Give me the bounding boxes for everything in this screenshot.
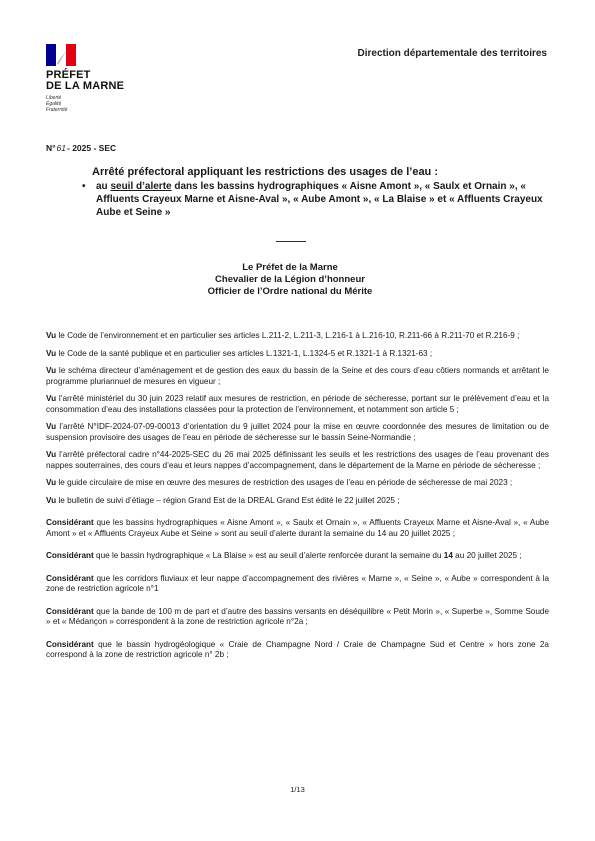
bullet-underlined: seuil d’alerte: [110, 181, 172, 192]
motto-liberte: Liberté: [46, 95, 62, 101]
logo-title: [46, 70, 146, 92]
reference-suffix: - 2025 - SEC: [67, 143, 117, 153]
vu-keyword: Vu: [46, 366, 57, 375]
considerant-text: que la bande de 100 m de part et d’autre des bassins versants en déséquilibre « Petit Morin », « Superbe », Somme Soude » et « Médançon » correspondent à la zone de restriction agricole n°2a ;: [46, 606, 549, 626]
vu-keyword: Vu: [46, 394, 57, 403]
considerant-text: que le bassin hydrogéologique « Craie de Champagne Nord / Craie de Champagne Sud et Centre » hors zone 2a correspond à la zone de restriction agricole n° 2b ;: [46, 639, 549, 659]
vu-text: le guide circulaire de mise en œuvre des mesures de restriction des usages de l’eau en période de sécheresse de mai 2023 ;: [56, 478, 513, 487]
bullet-icon: •: [82, 181, 86, 192]
considerant-keyword: Considérant: [46, 639, 94, 649]
vu-text: l’arrêté N°IDF-2024-07-09-00013 d’orientation du 9 juillet 2024 pour la mise en œuvre coordonnée des mesures de limitation ou de suspension provisoire des usages de l’eau en période de sécheresse sur le bassin Seine-Normandie ;: [46, 422, 549, 442]
considerant-text: que le bassin hydrographique « La Blaise » est au seuil d’alerte renforcée durant la semaine du: [93, 551, 444, 560]
considerant-list: [46, 518, 549, 661]
authority-block: [160, 262, 420, 298]
authority-line3: Officier de l’Ordre national du Mérite: [207, 286, 373, 297]
decree-reference: [46, 143, 116, 153]
considerant-bold-fragment: 14: [443, 551, 453, 560]
reference-number: 61: [56, 143, 67, 153]
considerant-keyword: Considérant: [46, 551, 94, 560]
vu-paragraph: [46, 496, 549, 507]
vu-paragraph: [46, 394, 549, 415]
page-number: 1/13: [290, 785, 305, 794]
considerant-text-tail: au 20 juillet 2025 ;: [452, 551, 522, 560]
motto-fraternite: Fraternité: [46, 107, 68, 113]
vu-paragraph: [46, 422, 549, 443]
title-separator: [276, 241, 306, 242]
vu-keyword: Vu: [46, 450, 57, 459]
issuing-directorate: Direction départementale des territoires: [357, 48, 547, 59]
marianne-flag-icon: [46, 44, 76, 66]
logo-title-line1: PRÉFET: [46, 69, 91, 81]
considerant-paragraph: [46, 518, 549, 539]
bullet-text: [82, 180, 552, 219]
considerant-text: que les bassins hydrographiques « Aisne Amont », « Saulx et Ornain », « Affluents Crayeux Marne et Aisne-Aval », « Aube Amont » et « Affluents Crayeux Aube et Seine » sont au seuil d’alerte durant la semaine du 14 au 20 juillet 2025 ;: [46, 518, 549, 538]
considerant-keyword: Considérant: [46, 573, 94, 583]
considerant-paragraph: [46, 607, 549, 628]
decree-body: [46, 331, 549, 668]
vu-keyword: Vu: [46, 348, 57, 358]
vu-paragraph: [46, 331, 549, 342]
considerant-keyword: Considérant: [46, 606, 94, 616]
considerant-text: que les corridors fluviaux et leur nappe d’accompagnement des rivières « Marne », « Seine », « Aube » correspondent à la zone de restriction agricole n°1: [46, 573, 549, 593]
reference-prefix: N°: [46, 143, 56, 153]
vu-keyword: Vu: [46, 478, 57, 487]
vu-keyword: Vu: [46, 495, 57, 505]
bullet-pre: au: [96, 181, 111, 192]
prefecture-logo: [46, 44, 146, 113]
considerant-paragraph: [46, 551, 549, 562]
vu-text: le schéma directeur d’aménagement et de gestion des eaux du bassin de la Seine et des cours d’eau côtiers normands et arrêtant le programme pluriannuel de mesures en vigueur ;: [46, 366, 549, 386]
vu-list: [46, 331, 549, 506]
decree-scope-bullet: [82, 180, 552, 219]
vu-text: l’arrêté préfectoral cadre n°44-2025-SEC du 26 mai 2025 définissant les seuils et les restrictions des usages de l’eau provenant des nappes souterraines, des cours d’eau et leurs nappes d’accompagnement, dans le département de la Marne en période de sécheresse ;: [46, 450, 549, 470]
vu-paragraph: [46, 366, 549, 387]
vu-text: le Code de la santé publique et en particulier ses articles L.1321-1, L.1324-5 et R.1321-1 à R.1321-63 ;: [56, 348, 433, 358]
vu-keyword: Vu: [46, 331, 57, 340]
considerant-keyword: Considérant: [46, 518, 94, 527]
vu-keyword: Vu: [46, 422, 57, 431]
authority-line2: Chevalier de la Légion d’honneur: [215, 274, 365, 285]
bullet-rest: dans les bassins hydrographiques « Aisne Amont », « Saulx et Ornain », « Affluents Crayeux Marne et Aisne-Aval », « Aube Amont », « La Blaise » et « Affluents Crayeux Aube et Seine »: [96, 181, 543, 218]
motto-egalite: Égalité: [46, 101, 62, 107]
considerant-paragraph: [46, 640, 549, 661]
authority-line1: Le Préfet de la Marne: [242, 262, 338, 273]
considerant-paragraph: [46, 574, 549, 595]
decree-title: Arrêté préfectoral appliquant les restrictions des usages de l’eau :: [92, 166, 439, 178]
vu-paragraph: [46, 450, 549, 471]
logo-motto: [46, 95, 146, 113]
vu-text: le Code de l’environnement et en particulier ses articles L.211-2, L.211-3, L.216-1 à L.216-10, R.211-66 à R.211-70 et R.216-9 ;: [56, 331, 520, 340]
logo-title-line2: DE LA MARNE: [46, 80, 125, 92]
vu-text: le bulletin de suivi d’étiage – région Grand Est de la DREAL Grand Est édité le 22 juillet 2025 ;: [56, 495, 400, 505]
vu-paragraph: [46, 478, 549, 489]
vu-text: l’arrêté ministériel du 30 juin 2023 relatif aux mesures de restriction, en période de sécheresse, portant sur le prélèvement d’eau et la consommation d’eau des installations classées pour la protection de l’environnement, et notamment son article 5 ;: [46, 394, 549, 414]
vu-paragraph: [46, 349, 549, 360]
